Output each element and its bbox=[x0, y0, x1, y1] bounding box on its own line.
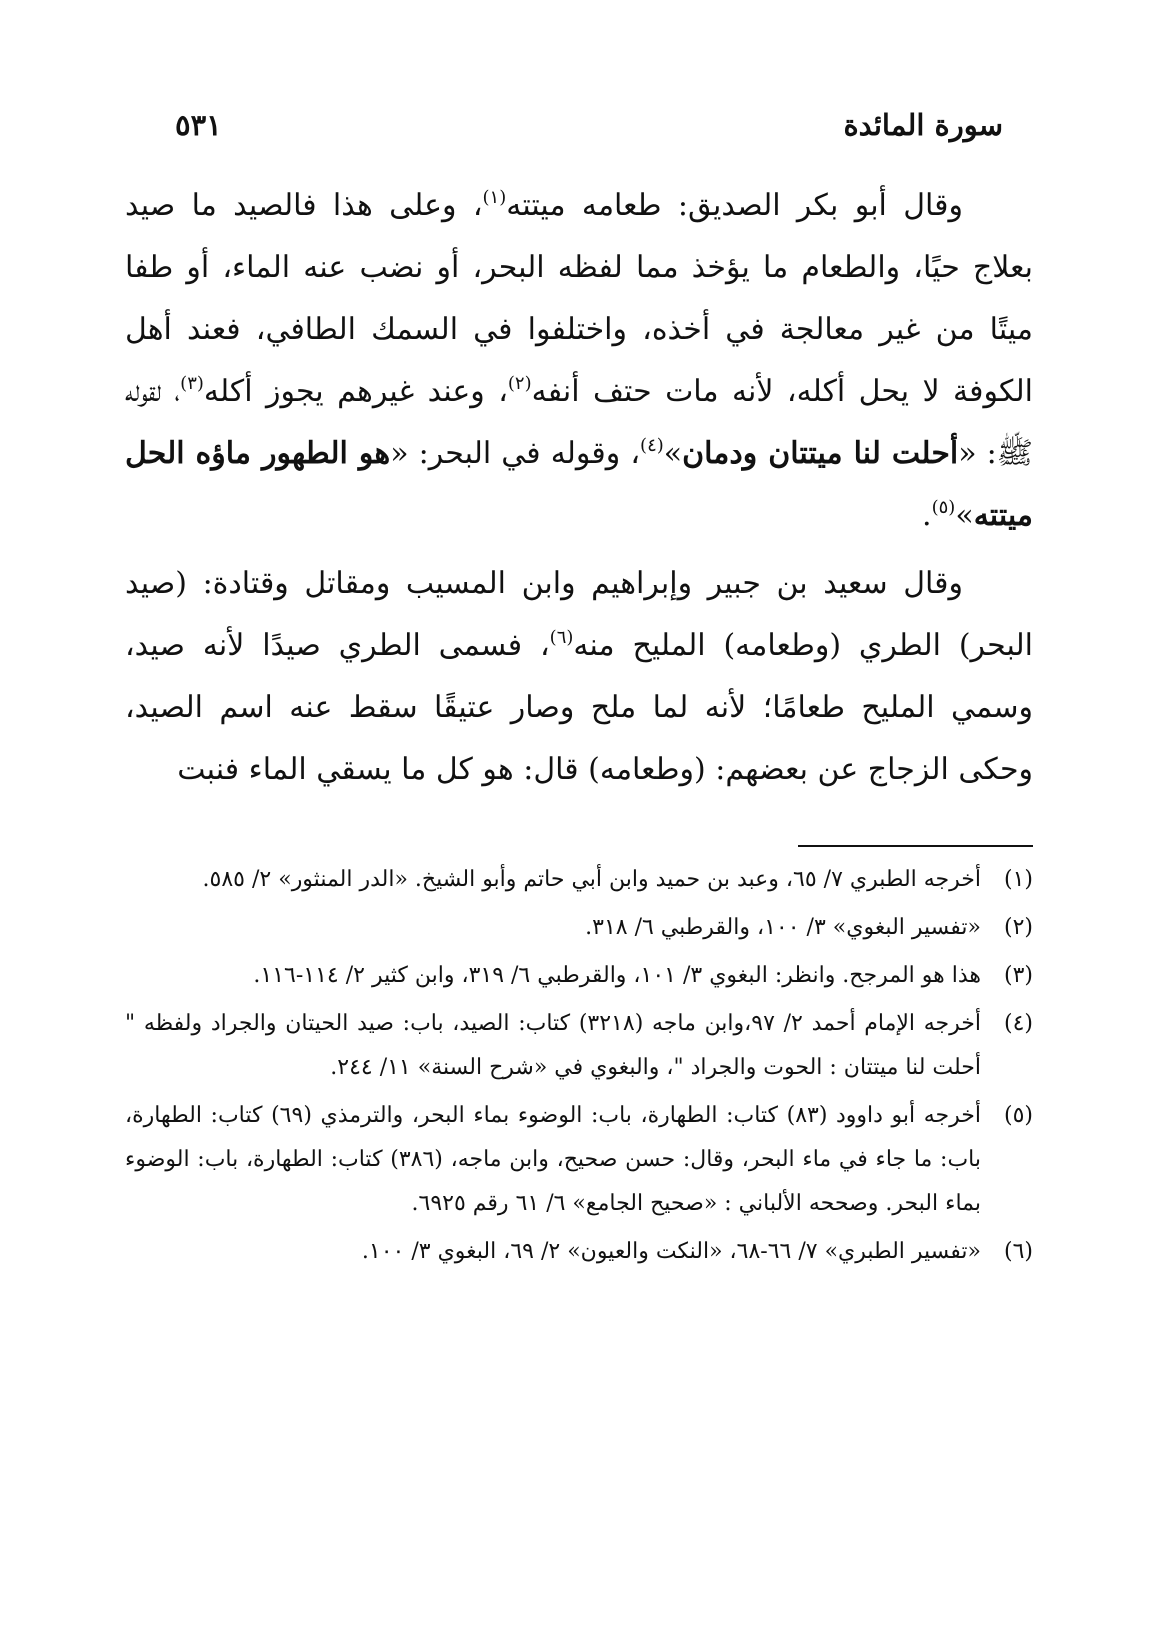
footnote-number: (٥) bbox=[1003, 1103, 1033, 1128]
paragraph-1 bbox=[125, 175, 1033, 547]
footnote-ref-2: (٢) bbox=[507, 373, 532, 394]
footnote-number: (١) bbox=[1003, 867, 1033, 892]
footnote-ref-5: (٥) bbox=[931, 497, 956, 518]
paragraph-2 bbox=[125, 553, 1033, 801]
hadith-quote-2: هو الطهور ماؤه الحل ميتته bbox=[125, 436, 1033, 533]
footnote-number: (٢) bbox=[1003, 915, 1033, 940]
text-segment: ، لقوله ﷺ: « bbox=[125, 374, 1033, 471]
footnotes bbox=[125, 858, 1033, 1278]
text-segment: ، وقوله في البحر: « bbox=[390, 436, 641, 471]
footnote-ref-1: (١) bbox=[482, 187, 507, 208]
text-segment: ، فسمى الطري صيدًا لأنه صيد، وسمي المليح طعامًا؛ لأنه لما ملح وصار عتيقًا سقط عنه اسم الصيد، وحكى الزجاج عن بعضهم: (وطعامه) قال: هو كل ما يسقي الماء فنبت bbox=[125, 628, 1033, 787]
footnote-item bbox=[125, 1230, 1033, 1274]
text-segment: » bbox=[955, 498, 974, 533]
chapter-title: سورة المائدة bbox=[843, 108, 1003, 142]
footnote-text: هذا هو المرجح. وانظر: البغوي ٣/ ١٠١، والقرطبي ٦/ ٣١٩، وابن كثير ٢/ ١١٤-١١٦. bbox=[253, 963, 981, 988]
page-header bbox=[175, 108, 1003, 142]
footnote-item bbox=[125, 954, 1033, 998]
hadith-quote-1: أحلت لنا ميتتان ودمان bbox=[682, 436, 959, 471]
text-segment: ، وعلى هذا فالصيد ما صيد بعلاج حيًا، والطعام ما يؤخذ مما لفظه البحر، أو نضب عنه الماء، أو طفا ميتًا من غير معالجة في أخذه، واختلفوا في السمك الطافي، فعند أهل الكوفة لا يحل أكله، لأنه مات حتف أنفه bbox=[125, 188, 1033, 409]
text-segment: » bbox=[663, 436, 683, 471]
footnote-text: أخرجه الإمام أحمد ٢/ ٩٧،وابن ماجه (٣٢١٨) كتاب: الصيد، باب: صيد الحيتان والجراد ولفظه " أحلت لنا ميتتان : الحوت والجراد "، والبغوي في «شرح السنة» ١١/ ٢٤٤. bbox=[125, 1011, 981, 1080]
footnote-item bbox=[125, 906, 1033, 950]
footnote-text: أخرجه الطبري ٧/ ٦٥، وعبد بن حميد وابن أبي حاتم وأبو الشيخ. «الدر المنثور» ٢/ ٥٨٥. bbox=[202, 867, 981, 892]
footnote-ref-6: (٦) bbox=[549, 627, 574, 648]
footnote-ref-3: (٣) bbox=[180, 373, 204, 394]
footnote-number: (٣) bbox=[1003, 963, 1033, 988]
text-segment: ، وعند غيرهم يجوز أكله bbox=[203, 374, 508, 409]
page-number: ٥٣١ bbox=[175, 108, 222, 142]
text-segment: . bbox=[922, 498, 932, 533]
text-segment: وقال أبو بكر الصديق: طعامه ميتته bbox=[506, 188, 963, 223]
footnote-text: أخرجه أبو داوود (٨٣) كتاب: الطهارة، باب: الوضوء بماء البحر، والترمذي (٦٩) كتاب: الطهارة، باب: ما جاء في ماء البحر، وقال: حسن صحيح، وابن ماجه، (٣٨٦) كتاب: الطهارة، باب: الوضوء بماء البحر. وصححه الألباني : «صحيح الجامع» ٦/ ٦١ رقم ٦٩٢٥. bbox=[125, 1103, 981, 1216]
main-text bbox=[125, 175, 1033, 807]
footnote-item bbox=[125, 858, 1033, 902]
footnote-text: «تفسير البغوي» ٣/ ١٠٠، والقرطبي ٦/ ٣١٨. bbox=[585, 915, 981, 940]
footnote-number: (٤) bbox=[1003, 1011, 1033, 1036]
footnote-text: «تفسير الطبري» ٧/ ٦٦-٦٨، «النكت والعيون» ٢/ ٦٩، البغوي ٣/ ١٠٠. bbox=[361, 1239, 981, 1264]
footnote-item bbox=[125, 1094, 1033, 1226]
text-segment: وقال سعيد بن جبير وإبراهيم وابن المسيب ومقاتل وقتادة: (صيد البحر) الطري (وطعامه) المليح منه bbox=[125, 566, 1034, 663]
footnote-number: (٦) bbox=[1003, 1239, 1033, 1264]
footnote-ref-4: (٤) bbox=[640, 435, 664, 456]
footnote-divider bbox=[798, 845, 1033, 847]
footnote-item bbox=[125, 1002, 1033, 1090]
